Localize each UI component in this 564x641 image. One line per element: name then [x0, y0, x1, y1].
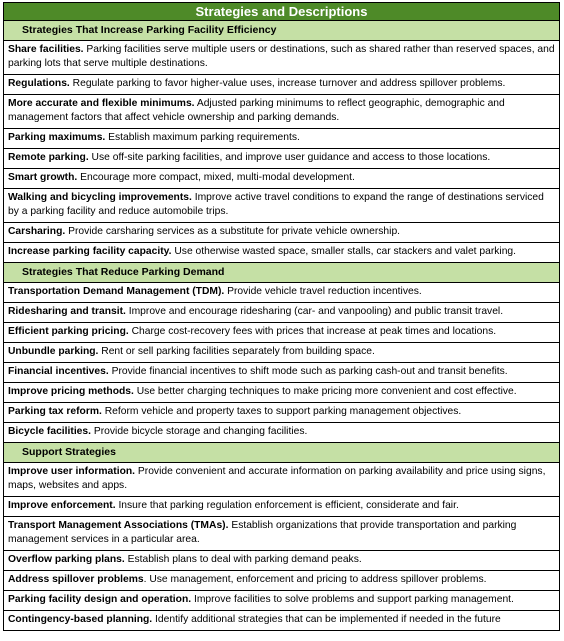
strategy-cell — [4, 403, 560, 423]
table-row — [4, 149, 560, 169]
strategy-term: Parking tax reform. — [8, 406, 102, 417]
strategy-description: Improve and encourage ridesharing (car- and vanpooling) and public transit travel. — [125, 306, 504, 317]
strategy-cell — [4, 189, 560, 223]
strategy-cell — [4, 343, 560, 363]
strategy-term: Overflow parking plans. — [8, 554, 125, 565]
table-row — [4, 243, 560, 263]
table-row — [4, 95, 560, 129]
strategy-cell — [4, 223, 560, 243]
section-heading: Strategies That Reduce Parking Demand — [4, 263, 560, 283]
strategy-description: Reform vehicle and property taxes to support parking management objectives. — [101, 406, 462, 417]
strategies-table — [3, 2, 560, 631]
strategy-term: Increase parking facility capacity. — [8, 246, 172, 257]
strategy-cell — [4, 383, 560, 403]
table-row — [4, 571, 560, 591]
table-row — [4, 423, 560, 443]
strategy-term: Parking facility design and operation. — [8, 594, 192, 605]
strategy-description: Improve facilities to solve problems and support parking management. — [191, 594, 514, 605]
strategy-term: Walking and bicycling improvements. — [8, 192, 192, 203]
strategy-description: Insure that parking regulation enforcement is efficient, considerate and fair. — [115, 500, 459, 511]
strategy-description: Charge cost-recovery fees with prices that increase at peak times and locations. — [128, 326, 497, 337]
table-row — [4, 129, 560, 149]
table-row — [4, 611, 560, 631]
strategy-cell — [4, 95, 560, 129]
table-body — [4, 3, 560, 631]
strategy-cell — [4, 129, 560, 149]
strategy-description: Provide vehicle travel reduction incentives. — [224, 286, 422, 297]
strategy-description: Use otherwise wasted space, smaller stalls, car stackers and valet parking. — [171, 246, 517, 257]
strategy-term: Remote parking. — [8, 152, 89, 163]
table-row — [4, 41, 560, 75]
strategy-cell — [4, 423, 560, 443]
table-row — [4, 591, 560, 611]
table-row — [4, 303, 560, 323]
strategy-term: Bicycle facilities. — [8, 426, 91, 437]
title-row — [4, 3, 560, 21]
strategy-term: Transport Management Associations (TMAs). — [8, 520, 229, 531]
table-row — [4, 463, 560, 497]
strategy-cell — [4, 551, 560, 571]
strategy-description: Provide financial incentives to shift mode such as parking cash-out and transit benefits. — [108, 366, 508, 377]
table-row — [4, 283, 560, 303]
strategy-description: . Use management, enforcement and pricing to address spillover problems. — [143, 574, 487, 585]
strategy-term: Smart growth. — [8, 172, 78, 183]
strategy-term: Regulations. — [8, 78, 70, 89]
strategy-term: Carsharing. — [8, 226, 66, 237]
table-row — [4, 223, 560, 243]
strategy-cell — [4, 591, 560, 611]
strategy-term: Ridesharing and transit. — [8, 306, 126, 317]
strategy-description: Establish plans to deal with parking demand peaks. — [124, 554, 362, 565]
strategy-description: Parking facilities serve multiple users or destinations, such as shared rather than reserved spaces, and parking lots that serve multiple destinations. — [8, 44, 555, 69]
strategy-cell — [4, 283, 560, 303]
section-heading: Strategies That Increase Parking Facility Efficiency — [4, 21, 560, 41]
strategy-description: Provide carsharing services as a substitute for private vehicle ownership. — [65, 226, 401, 237]
strategy-description: Adjusted parking minimums to reflect geographic, demographic and management factors that affect vehicle ownership and parking demands. — [8, 98, 505, 123]
table-row — [4, 383, 560, 403]
strategy-term: Address spillover problems — [8, 574, 144, 585]
strategy-term: Financial incentives. — [8, 366, 109, 377]
table-title: Strategies and Descriptions — [4, 3, 560, 21]
strategy-description: Regulate parking to favor higher-value uses, increase turnover and address spillover problems. — [69, 78, 506, 89]
strategy-term: Transportation Demand Management (TDM). — [8, 286, 225, 297]
section-heading: Support Strategies — [4, 443, 560, 463]
table-row — [4, 169, 560, 189]
strategy-cell — [4, 611, 560, 631]
strategy-term: Improve enforcement. — [8, 500, 116, 511]
strategy-description: Encourage more compact, mixed, multi-modal development. — [77, 172, 355, 183]
strategy-term: Improve pricing methods. — [8, 386, 134, 397]
section-row — [4, 443, 560, 463]
table-row — [4, 323, 560, 343]
strategy-cell — [4, 517, 560, 551]
strategy-description: Improve active travel conditions to expand the range of destinations serviced by a parking facility and reduce automobile trips. — [8, 192, 544, 217]
strategy-description: Provide bicycle storage and changing facilities. — [91, 426, 308, 437]
strategy-cell — [4, 41, 560, 75]
table-row — [4, 551, 560, 571]
strategy-term: Contingency-based planning. — [8, 614, 153, 625]
strategy-description: Provide convenient and accurate information on parking availability and price using signs, maps, websites and apps. — [8, 466, 546, 491]
strategy-description: Establish maximum parking requirements. — [105, 132, 300, 143]
strategy-cell — [4, 303, 560, 323]
table-row — [4, 189, 560, 223]
section-row — [4, 263, 560, 283]
strategy-term: Share facilities. — [8, 44, 84, 55]
strategy-term: More accurate and flexible minimums. — [8, 98, 195, 109]
strategy-cell — [4, 571, 560, 591]
strategy-cell — [4, 149, 560, 169]
strategy-term: Parking maximums. — [8, 132, 106, 143]
strategy-cell — [4, 323, 560, 343]
table-row — [4, 343, 560, 363]
strategy-cell — [4, 363, 560, 383]
strategy-term: Improve user information. — [8, 466, 136, 477]
strategy-term: Unbundle parking. — [8, 346, 99, 357]
strategy-description: Establish organizations that provide transportation and parking management services in a particular area. — [8, 520, 517, 545]
strategy-cell — [4, 169, 560, 189]
table-row — [4, 517, 560, 551]
strategy-description: Use better charging techniques to make pricing more convenient and cost effective. — [133, 386, 517, 397]
strategy-cell — [4, 497, 560, 517]
strategy-cell — [4, 463, 560, 497]
table-row — [4, 403, 560, 423]
strategy-description: Rent or sell parking facilities separately from building space. — [98, 346, 375, 357]
table-row — [4, 497, 560, 517]
strategy-cell — [4, 243, 560, 263]
strategy-description: Identify additional strategies that can be implemented if needed in the future — [152, 614, 501, 625]
strategy-description: Use off-site parking facilities, and improve user guidance and access to those locations. — [88, 152, 491, 163]
table-row — [4, 363, 560, 383]
strategy-term: Efficient parking pricing. — [8, 326, 129, 337]
table-row — [4, 75, 560, 95]
strategy-cell — [4, 75, 560, 95]
section-row — [4, 21, 560, 41]
